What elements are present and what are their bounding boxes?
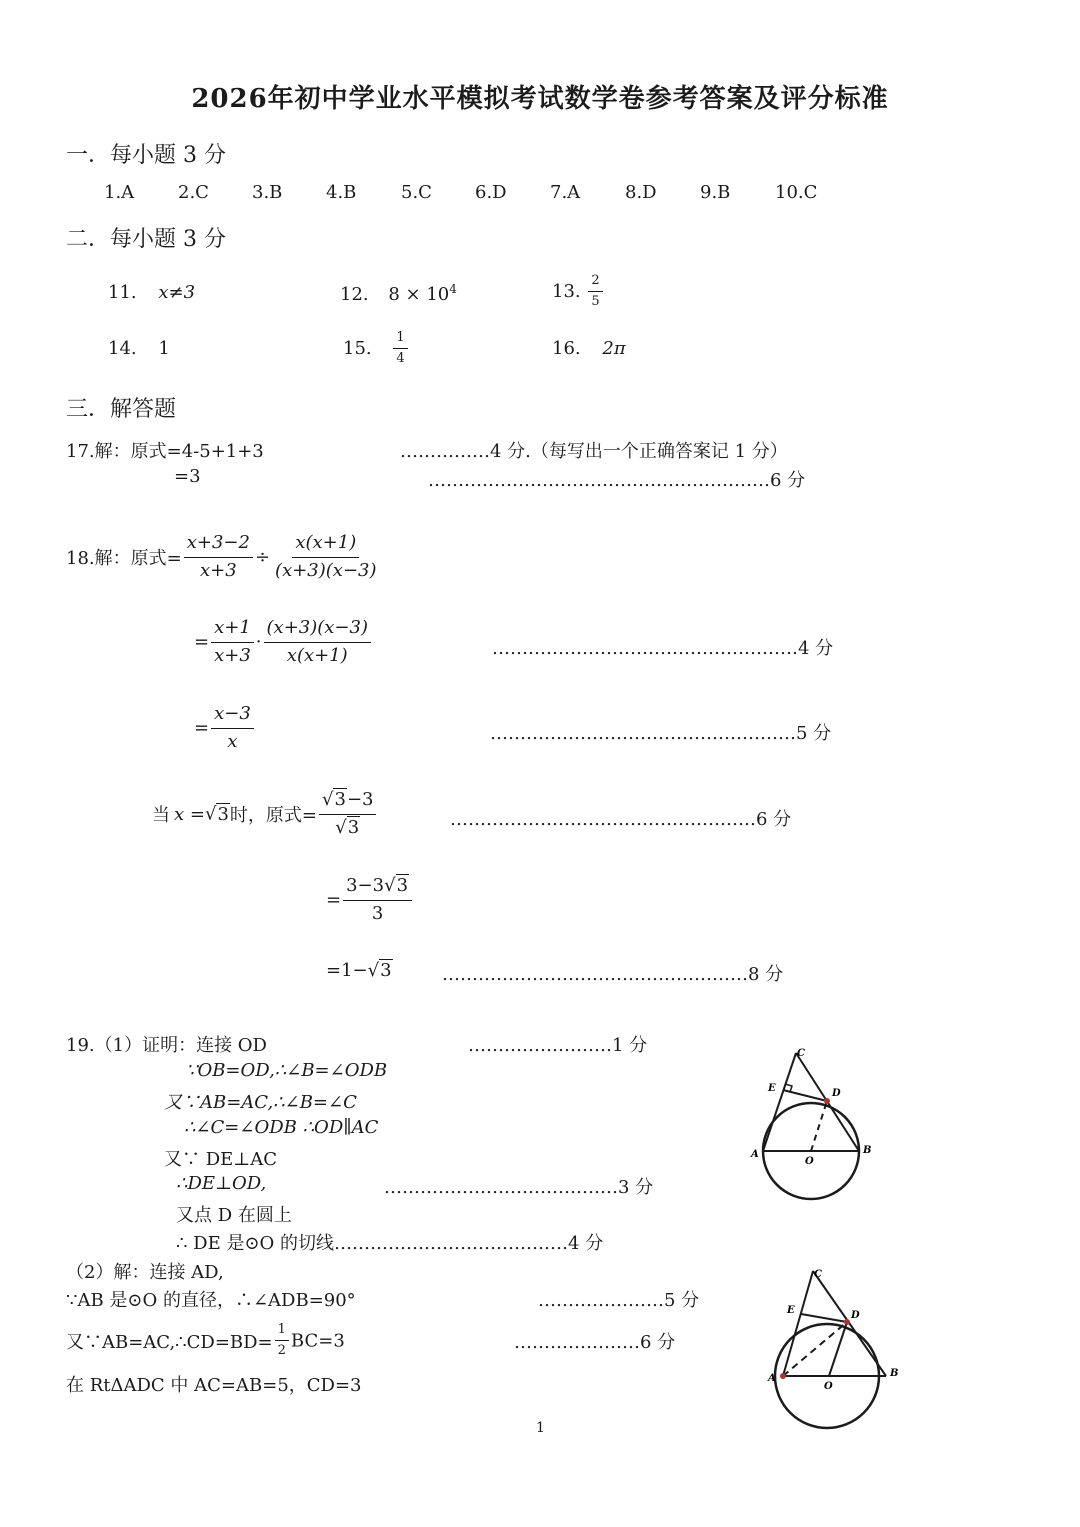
operator: · <box>255 631 262 653</box>
radicand: 3 <box>396 875 409 896</box>
question-number: 16. <box>552 338 581 359</box>
question-number: 15. <box>343 337 372 359</box>
numerator: x+1 <box>211 617 254 643</box>
segment-ac <box>763 1053 796 1151</box>
denominator: 4 <box>396 351 405 367</box>
fraction <box>343 875 412 925</box>
denominator: x(x+1) <box>286 644 348 666</box>
text: BC=3 <box>290 1330 345 1352</box>
page-title: 2026年初中学业水平模拟考试数学卷参考答案及评分标准 <box>191 84 889 114</box>
radicand: 3 <box>334 789 346 810</box>
q19-line6: ∴DE⊥OD, <box>176 1173 267 1194</box>
choice-answer: 8.D <box>625 182 657 203</box>
q19-line6-score: …………………………………3 分 <box>384 1177 654 1198</box>
q19-line12: 在 RtΔADC 中 AC=AB=5，CD=3 <box>66 1375 362 1396</box>
q18-step1 <box>66 532 382 582</box>
label-o: O <box>805 1156 814 1167</box>
numerator: (x+3)(x−3) <box>264 617 371 643</box>
radicand: 3 <box>380 960 392 981</box>
fill-answer-13 <box>552 273 605 311</box>
choice-answer: 2.C <box>178 182 209 203</box>
equals: = <box>194 631 210 653</box>
q19-line5: 又∵ DE⊥AC <box>164 1149 277 1170</box>
numerator: 1 <box>393 330 407 349</box>
geometry-figure-2 <box>758 1263 908 1433</box>
denominator: 5 <box>591 294 600 310</box>
q19-line7: 又点 D 在圆上 <box>176 1205 292 1226</box>
numerator: x+3−2 <box>184 532 253 558</box>
numerator: 2 <box>588 273 602 292</box>
denominator: x <box>227 730 238 752</box>
question-number: 13. <box>552 280 581 302</box>
label-b: B <box>890 1368 899 1379</box>
q19-line1-score: ……………………1 分 <box>468 1035 648 1056</box>
label-c: C <box>814 1269 822 1280</box>
point-d <box>824 1098 830 1104</box>
numerator-head: 3−3 <box>346 875 385 896</box>
q18-step3-score: ……………………………………………5 分 <box>490 723 832 744</box>
fill-answer-12 <box>340 282 457 305</box>
answer-fraction <box>588 273 602 311</box>
fraction <box>184 532 253 582</box>
answer-value: 1 <box>158 338 170 359</box>
segment-od <box>811 1101 827 1151</box>
denominator: x+3 <box>199 559 237 581</box>
equals: = <box>194 717 210 739</box>
q18-step2-score: ……………………………………………4 分 <box>492 638 834 659</box>
denominator: 3 <box>371 902 384 924</box>
q19-line11 <box>66 1322 345 1360</box>
question-number: 12. <box>340 284 369 305</box>
q19-line11-score: …………………6 分 <box>514 1332 676 1353</box>
geometry-figure-1 <box>740 1040 890 1210</box>
answer-value: 2π <box>602 338 626 359</box>
label-a: A <box>751 1149 759 1160</box>
fraction <box>272 532 379 582</box>
label-e: E <box>787 1305 795 1316</box>
radicand: 3 <box>347 816 360 838</box>
label-c: C <box>797 1048 805 1059</box>
text: 时，原式= <box>229 805 317 826</box>
text: 又∵AB=AC,∴CD=BD= <box>66 1331 273 1353</box>
operator: ÷ <box>254 546 271 568</box>
fill-answer-11 <box>108 282 195 303</box>
variable: x = <box>174 803 205 825</box>
label-a: A <box>768 1373 776 1384</box>
text: =1− <box>326 960 368 981</box>
numerator: 1 <box>275 1322 289 1341</box>
answer-fraction <box>393 330 407 368</box>
q18-step6-score: ……………………………………………8 分 <box>442 964 784 985</box>
numerator: x(x+1) <box>292 532 359 558</box>
q18-step4: 当 x =√3时，原式= $\frac{√3-3}{√3}$ <box>152 789 378 839</box>
numerator-tail: −3 <box>346 789 374 810</box>
text: 当 <box>152 805 170 826</box>
segment-de <box>801 1314 847 1322</box>
q17-line2: =3 <box>174 466 201 487</box>
fraction <box>211 703 254 753</box>
numerator: x−3 <box>211 703 254 729</box>
choice-answer: 4.B <box>326 182 357 203</box>
segment-od <box>829 1322 847 1376</box>
label-d: D <box>832 1088 841 1099</box>
denominator: (x+3)(x−3) <box>275 559 377 581</box>
q18-label: 18.解：原式= <box>66 548 182 569</box>
label-e: E <box>768 1083 776 1094</box>
q18-step2 <box>194 617 373 667</box>
segment-ac <box>783 1271 813 1376</box>
fraction <box>319 789 376 839</box>
denominator: x+3 <box>214 644 251 666</box>
section3-heading: 三．解答题 <box>66 397 177 422</box>
fill-answer-14 <box>108 338 170 359</box>
answer-value: x≠3 <box>158 282 196 303</box>
fill-answer-16 <box>552 338 626 359</box>
choice-answer: 1.A <box>104 182 135 203</box>
label-o: O <box>824 1381 833 1392</box>
fraction <box>275 1322 289 1360</box>
section1-heading: 一．每小题 3 分 <box>66 143 226 168</box>
answer-exponent: 4 <box>449 282 457 296</box>
fill-answer-15 <box>343 330 410 368</box>
label-b: B <box>863 1145 872 1156</box>
page-number: 1 <box>536 1420 545 1436</box>
choice-answer: 5.C <box>401 182 432 203</box>
choice-answer: 7.A <box>550 182 581 203</box>
fraction <box>264 617 371 667</box>
question-number: 14. <box>108 338 137 359</box>
q17-line1-score: ……………4 分.（每写出一个正确答案记 1 分） <box>400 441 788 462</box>
q17-line2-score: …………………………………………………6 分 <box>428 470 806 491</box>
q19-line3: 又∵AB=AC,∴∠B=∠C <box>164 1092 357 1113</box>
q19-line4: ∴∠C=∠ODB ∴OD∥AC <box>184 1117 379 1138</box>
answer-base: 8 × 10 <box>388 284 450 305</box>
q19-line2: ∵OB=OD,∴∠B=∠ODB <box>186 1060 388 1081</box>
q19-line10-score: …………………5 分 <box>538 1290 700 1311</box>
q19-line9: （2）解：连接 AD, <box>66 1262 224 1283</box>
label-d: D <box>851 1310 860 1321</box>
choice-answer: 10.C <box>775 182 818 203</box>
equals: = <box>326 889 342 911</box>
denominator: √3 <box>335 816 360 838</box>
numerator: √3−3 <box>319 789 376 815</box>
q19-line8: ∴ DE 是⊙O 的切线…………………………………4 分 <box>176 1233 604 1254</box>
denominator: 2 <box>277 1343 286 1359</box>
section2-heading: 二．每小题 3 分 <box>66 227 226 252</box>
q18-step4-score: ……………………………………………6 分 <box>450 809 792 830</box>
numerator: 3−3√3 <box>343 875 412 901</box>
q17-line1: 17.解：原式=4-5+1+3 <box>66 441 264 462</box>
choice-answer: 9.B <box>700 182 731 203</box>
question-number: 11. <box>108 282 137 303</box>
q18-step5 <box>326 875 414 925</box>
point-d <box>844 1319 850 1325</box>
point-a <box>780 1373 786 1379</box>
choice-answer: 6.D <box>475 182 507 203</box>
q18-step3 <box>194 703 256 753</box>
q18-step6: =1−√3 <box>326 960 392 981</box>
q19-line10: ∵AB 是⊙O 的直径，∴∠ADB=90° <box>66 1290 356 1311</box>
fraction <box>211 617 254 667</box>
radicand: 3 <box>217 803 229 825</box>
choice-answer: 3.B <box>252 182 283 203</box>
q19-line1: 19.（1）证明：连接 OD <box>66 1035 267 1056</box>
